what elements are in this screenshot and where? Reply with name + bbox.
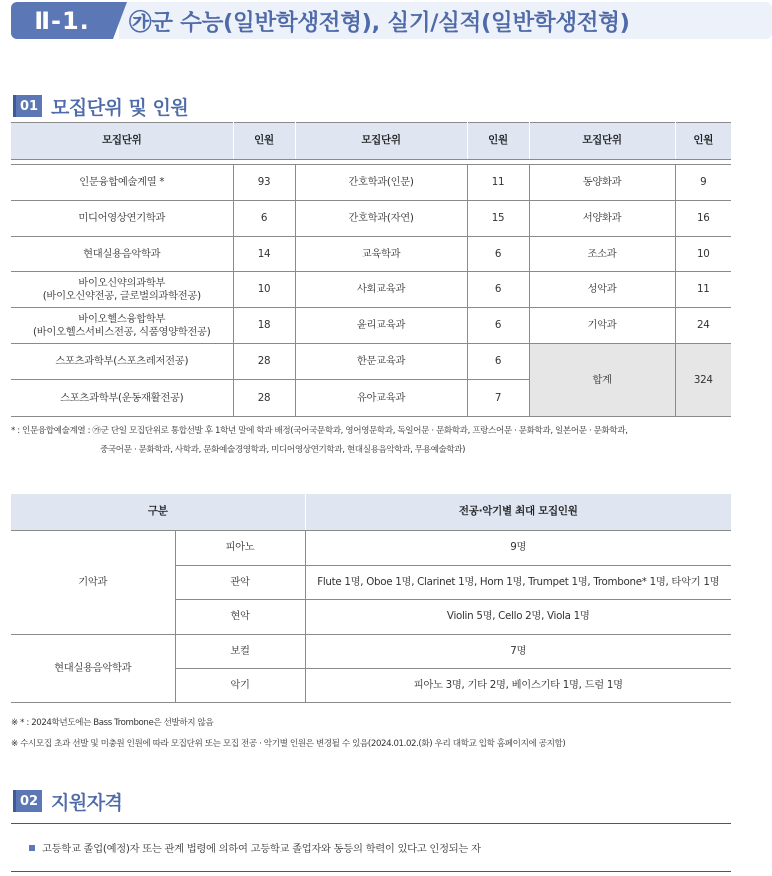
unit-line: (바이오신약전공, 글로벌의과학전공) — [42, 289, 201, 302]
page-title: ㉮군 수능(일반학생전형), 실기/실적(일반학생전형) — [129, 10, 630, 36]
group-name: 현대실용음악학과 — [11, 634, 175, 702]
count-value: Violin 5명, Cello 2명, Viola 1명 — [305, 599, 731, 634]
count-cell: 10 — [675, 237, 731, 272]
count-cell: 6 — [233, 201, 295, 237]
unit-cell: 스포츠과학부(운동재활전공) — [11, 380, 233, 417]
count-cell: 11 — [467, 165, 529, 201]
group-name: 기악과 — [11, 530, 175, 634]
page-header — [11, 2, 772, 39]
unit-cell: 현대실용음악학과 — [11, 237, 233, 272]
sub-category: 현악 — [175, 599, 305, 634]
count-cell: 7 — [467, 380, 529, 417]
recruitment-table — [11, 122, 731, 417]
footnote: ※ 수시모집 초과 선발 및 미충원 인원에 따라 모집단위 또는 모집 전공 · 악기별 인원은 변경될 수 있음(2024.01.02.(화) 우리 대학교 입학 홈페이지에 공지함) — [11, 739, 566, 749]
unit-cell — [11, 308, 233, 344]
sub-category: 악기 — [175, 668, 305, 702]
unit-cell: 한문교육과 — [295, 344, 467, 380]
section-number: 02 — [13, 790, 42, 812]
unit-cell: 간호학과(자연) — [295, 201, 467, 237]
header-badge: Ⅱ-1. — [11, 2, 113, 39]
header-category: 구분 — [11, 494, 305, 530]
unit-cell: 조소과 — [529, 237, 675, 272]
total-label: 합계 — [529, 344, 675, 417]
unit-cell: 성악과 — [529, 272, 675, 308]
count-cell: 6 — [467, 308, 529, 344]
count-cell: 14 — [233, 237, 295, 272]
unit-line: 바이오신약의과학부 — [78, 276, 166, 289]
unit-line: (바이오헬스서비스전공, 식품영양학전공) — [33, 325, 211, 338]
unit-cell: 동양화과 — [529, 165, 675, 201]
section-heading-1 — [13, 93, 188, 119]
sub-category: 피아노 — [175, 530, 305, 565]
square-bullet-icon — [29, 845, 35, 851]
count-cell: 11 — [675, 272, 731, 308]
unit-cell: 인문융합예술계열 * — [11, 165, 233, 201]
header-unit: 모집단위 — [529, 123, 675, 160]
count-cell: 16 — [675, 201, 731, 237]
count-cell: 15 — [467, 201, 529, 237]
count-cell: 24 — [675, 308, 731, 344]
footnote: ※ * : 2024학년도에는 Bass Trombone은 선발하지 않음 — [11, 718, 214, 728]
header-max-count: 전공·악기별 최대 모집인원 — [305, 494, 731, 530]
header-unit: 모집단위 — [11, 123, 233, 160]
count-cell: 28 — [233, 380, 295, 417]
unit-cell: 교육학과 — [295, 237, 467, 272]
unit-cell: 유아교육과 — [295, 380, 467, 417]
unit-cell: 스포츠과학부(스포츠레저전공) — [11, 344, 233, 380]
section-title: 지원자격 — [51, 791, 123, 814]
count-cell: 28 — [233, 344, 295, 380]
header-unit: 모집단위 — [295, 123, 467, 160]
section-number: 01 — [13, 95, 42, 117]
total-count: 324 — [675, 344, 731, 417]
count-cell: 18 — [233, 308, 295, 344]
footnote: 중국어문 · 문화학과, 사학과, 문화예술경영학과, 미디어영상연기학과, 현대실용음악학과, 무용예술학과) — [100, 445, 466, 455]
section-heading-2 — [13, 788, 122, 814]
count-cell: 6 — [467, 272, 529, 308]
count-value: 9명 — [305, 530, 731, 565]
qualification-text: 고등학교 졸업(예정)자 또는 관계 법령에 의하여 고등학교 졸업자와 동등의 학력이 있다고 인정되는 자 — [42, 843, 481, 855]
count-cell: 10 — [233, 272, 295, 308]
header-count: 인원 — [675, 123, 731, 160]
header-count: 인원 — [467, 123, 529, 160]
instrument-table — [11, 494, 731, 703]
header-count: 인원 — [233, 123, 295, 160]
count-cell: 93 — [233, 165, 295, 201]
count-value: Flute 1명, Oboe 1명, Clarinet 1명, Horn 1명, Trumpet 1명, Trombone* 1명, 타악기 1명 — [305, 565, 731, 599]
qualification-box — [11, 823, 731, 872]
unit-cell — [11, 272, 233, 308]
footnote: * : 인문융합예술계열 : ㉮군 단일 모집단위로 통합선발 후 1학년 말에 학과 배정(국어국문학과, 영어영문학과, 독일어문 · 문화학과, 프랑스어문 · 문화학과, 일본어문 · 문화학과, — [11, 426, 628, 436]
unit-cell: 기악과 — [529, 308, 675, 344]
unit-cell: 미디어영상연기학과 — [11, 201, 233, 237]
count-value: 7명 — [305, 634, 731, 668]
unit-cell: 사회교육과 — [295, 272, 467, 308]
unit-cell: 윤리교육과 — [295, 308, 467, 344]
unit-cell: 간호학과(인문) — [295, 165, 467, 201]
unit-cell: 서양화과 — [529, 201, 675, 237]
section-title: 모집단위 및 인원 — [51, 96, 189, 119]
count-cell: 9 — [675, 165, 731, 201]
sub-category: 보컬 — [175, 634, 305, 668]
count-cell: 6 — [467, 344, 529, 380]
count-value: 피아노 3명, 기타 2명, 베이스기타 1명, 드럼 1명 — [305, 668, 731, 702]
sub-category: 관악 — [175, 565, 305, 599]
count-cell: 6 — [467, 237, 529, 272]
unit-line: 바이오헬스융합학부 — [78, 312, 166, 325]
